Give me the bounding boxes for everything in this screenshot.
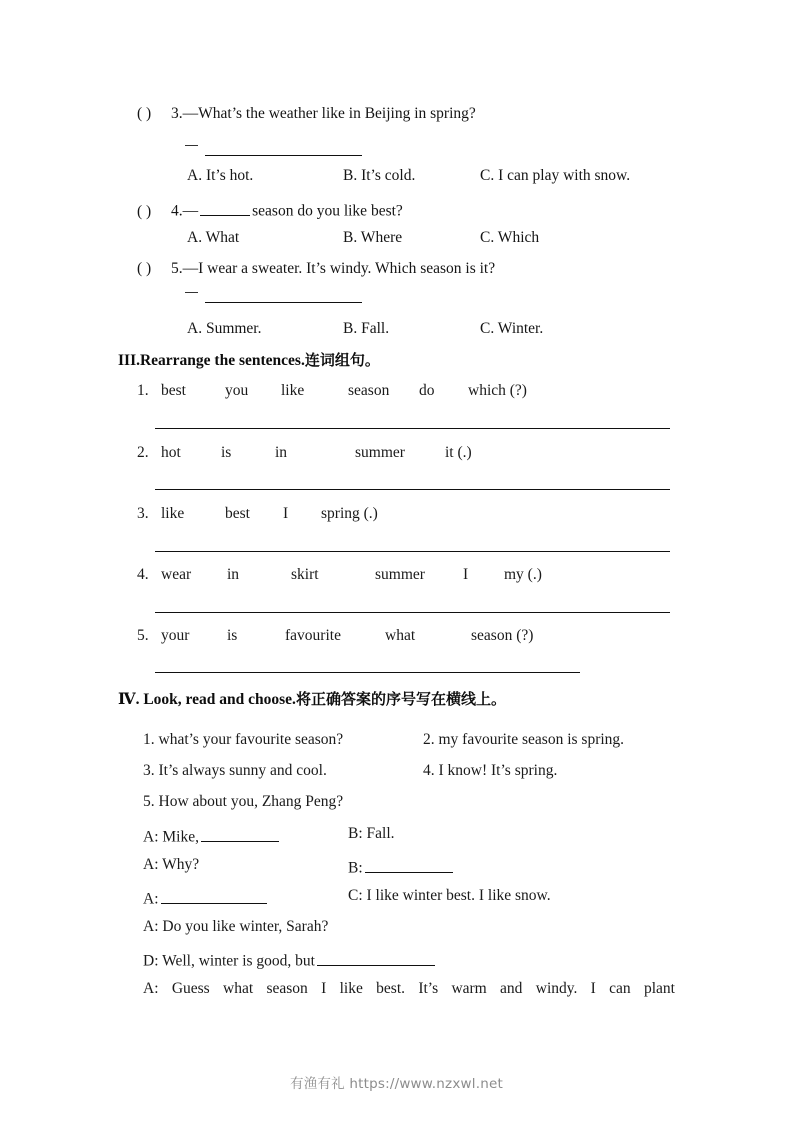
answer-blank-rule-5[interactable] xyxy=(205,302,362,303)
mc-option-4-a[interactable]: A. What xyxy=(187,229,240,246)
rearrange-item-1 xyxy=(137,383,527,399)
answer-paren-5[interactable]: ( ) xyxy=(137,260,152,277)
mc-stem-5: —I wear a sweater. It’s windy. Which season is it? xyxy=(182,260,496,277)
mc-number-5: 5. xyxy=(171,260,183,277)
lrc-choice-1[interactable]: 1. what’s your favourite season? xyxy=(143,731,344,748)
dialogue-last-line: A: Guess what season I like best. It’s warm and windy. I can plant xyxy=(143,980,675,997)
mc-option-3-c[interactable]: C. I can play with snow. xyxy=(480,167,631,184)
rearrange-word: favourite xyxy=(285,627,341,644)
dialogue-blank-4[interactable] xyxy=(317,950,435,966)
lrc-choice-4[interactable]: 4. I know! It’s spring. xyxy=(423,762,558,779)
dialogue-speaker: D: Well, winter is good, but xyxy=(143,952,315,970)
rearrange-word: best xyxy=(225,505,250,522)
mc-number-4: 4. xyxy=(171,202,183,220)
rearrange-word: it (.) xyxy=(445,444,472,461)
rearrange-word: what xyxy=(385,627,416,644)
section-iv-heading xyxy=(118,692,506,708)
rearrange-word: skirt xyxy=(291,566,319,583)
mc-question-5 xyxy=(137,261,495,277)
rearrange-word: which (?) xyxy=(468,382,527,399)
mc-option-4-b[interactable]: B. Where xyxy=(343,229,403,246)
rearrange-word: best xyxy=(161,382,186,399)
rearrange-answer-rule-3[interactable] xyxy=(155,551,670,552)
dialogue-blank-1[interactable] xyxy=(201,826,279,842)
rearrange-item-5 xyxy=(137,628,533,644)
answer-blank-rule-3[interactable] xyxy=(205,155,362,156)
dialogue-line-2-left: A: Why? xyxy=(143,856,200,873)
rearrange-word: I xyxy=(463,566,469,583)
rearrange-word: I xyxy=(283,505,289,522)
section-iv-heading-cn: 将正确答案的序号写在横线上。 xyxy=(295,690,506,708)
rearrange-answer-rule-5[interactable] xyxy=(155,672,580,673)
mc-option-5-b[interactable]: B. Fall. xyxy=(343,320,390,337)
rearrange-word: spring (.) xyxy=(321,505,378,522)
dialogue-speaker: B: xyxy=(348,859,363,877)
answer-paren-4[interactable]: ( ) xyxy=(137,202,152,220)
section-iii-heading xyxy=(118,353,380,369)
rearrange-number-3: 3. xyxy=(137,505,149,522)
dash-mark-5 xyxy=(185,292,198,293)
rearrange-word: hot xyxy=(161,444,181,461)
lrc-choice-3[interactable]: 3. It’s always sunny and cool. xyxy=(143,762,327,779)
rearrange-number-4: 4. xyxy=(137,566,149,583)
rearrange-item-3 xyxy=(137,506,378,522)
section-iv-heading-en: Ⅳ. Look, read and choose. xyxy=(118,691,296,708)
dialogue-speaker: A: Mike, xyxy=(143,828,199,846)
rearrange-word: my (.) xyxy=(504,566,542,583)
mc-options-3 xyxy=(187,168,630,184)
mc-question-3 xyxy=(137,106,476,122)
rearrange-word: wear xyxy=(161,566,192,583)
mc-option-4-c[interactable]: C. Which xyxy=(480,229,540,246)
dialogue-line-4-left: A: Do you like winter, Sarah? xyxy=(143,918,329,935)
rearrange-item-2 xyxy=(137,445,472,461)
dialogue-speaker: A: xyxy=(143,890,159,908)
rearrange-word: season xyxy=(348,382,390,399)
section-iii-heading-en: III.Rearrange the sentences. xyxy=(118,352,305,369)
dialogue-line-5-left xyxy=(143,950,437,969)
rearrange-word: in xyxy=(227,566,240,583)
rearrange-word: do xyxy=(419,382,435,399)
rearrange-word: is xyxy=(221,444,232,461)
mc-options-4 xyxy=(187,230,539,246)
rearrange-word: your xyxy=(161,627,190,644)
rearrange-word: in xyxy=(275,444,288,461)
mc-stem-4-after: season do you like best? xyxy=(252,202,403,220)
mc-stem-3: —What’s the weather like in Beijing in spring? xyxy=(182,105,476,122)
rearrange-answer-rule-4[interactable] xyxy=(155,612,670,613)
lrc-choice-2[interactable]: 2. my favourite season is spring. xyxy=(423,731,625,748)
mc-options-5 xyxy=(187,321,543,337)
dialogue-blank-3[interactable] xyxy=(161,888,267,904)
lrc-choice-5[interactable]: 5. How about you, Zhang Peng? xyxy=(143,793,344,810)
rearrange-word: summer xyxy=(375,566,425,583)
mc-option-5-a[interactable]: A. Summer. xyxy=(187,320,262,337)
dialogue-line-3-left xyxy=(143,888,269,907)
footer-watermark: 有渔有礼 https://www.nzxwl.net xyxy=(290,1076,503,1092)
rearrange-number-5: 5. xyxy=(137,627,149,644)
dialogue-blank-2[interactable] xyxy=(365,857,453,873)
dialogue-line-1-right: B: Fall. xyxy=(348,825,395,842)
mc-inline-blank-4[interactable] xyxy=(200,200,250,216)
rearrange-number-1: 1. xyxy=(137,382,149,399)
dialogue-line-1-left xyxy=(143,826,281,845)
mc-stem-4-before: — xyxy=(182,202,199,220)
rearrange-number-2: 2. xyxy=(137,444,149,461)
rearrange-word: is xyxy=(227,627,238,644)
mc-option-3-b[interactable]: B. It’s cold. xyxy=(343,167,416,184)
mc-option-5-c[interactable]: C. Winter. xyxy=(480,320,544,337)
rearrange-answer-rule-2[interactable] xyxy=(155,489,670,490)
rearrange-word: like xyxy=(281,382,305,399)
answer-paren-3[interactable]: ( ) xyxy=(137,105,152,122)
mc-question-4 xyxy=(137,200,403,219)
dialogue-line-2-right xyxy=(348,857,455,876)
rearrange-word: summer xyxy=(355,444,405,461)
rearrange-word: season (?) xyxy=(471,627,534,644)
rearrange-item-4 xyxy=(137,567,542,583)
mc-number-3: 3. xyxy=(171,105,183,122)
dash-mark-3 xyxy=(185,145,198,146)
rearrange-word: like xyxy=(161,505,185,522)
section-iii-heading-cn: 连词组句。 xyxy=(304,351,380,369)
rearrange-word: you xyxy=(225,382,249,399)
mc-option-3-a[interactable]: A. It’s hot. xyxy=(187,167,254,184)
dialogue-line-3-right: C: I like winter best. I like snow. xyxy=(348,887,551,904)
rearrange-answer-rule-1[interactable] xyxy=(155,428,670,429)
